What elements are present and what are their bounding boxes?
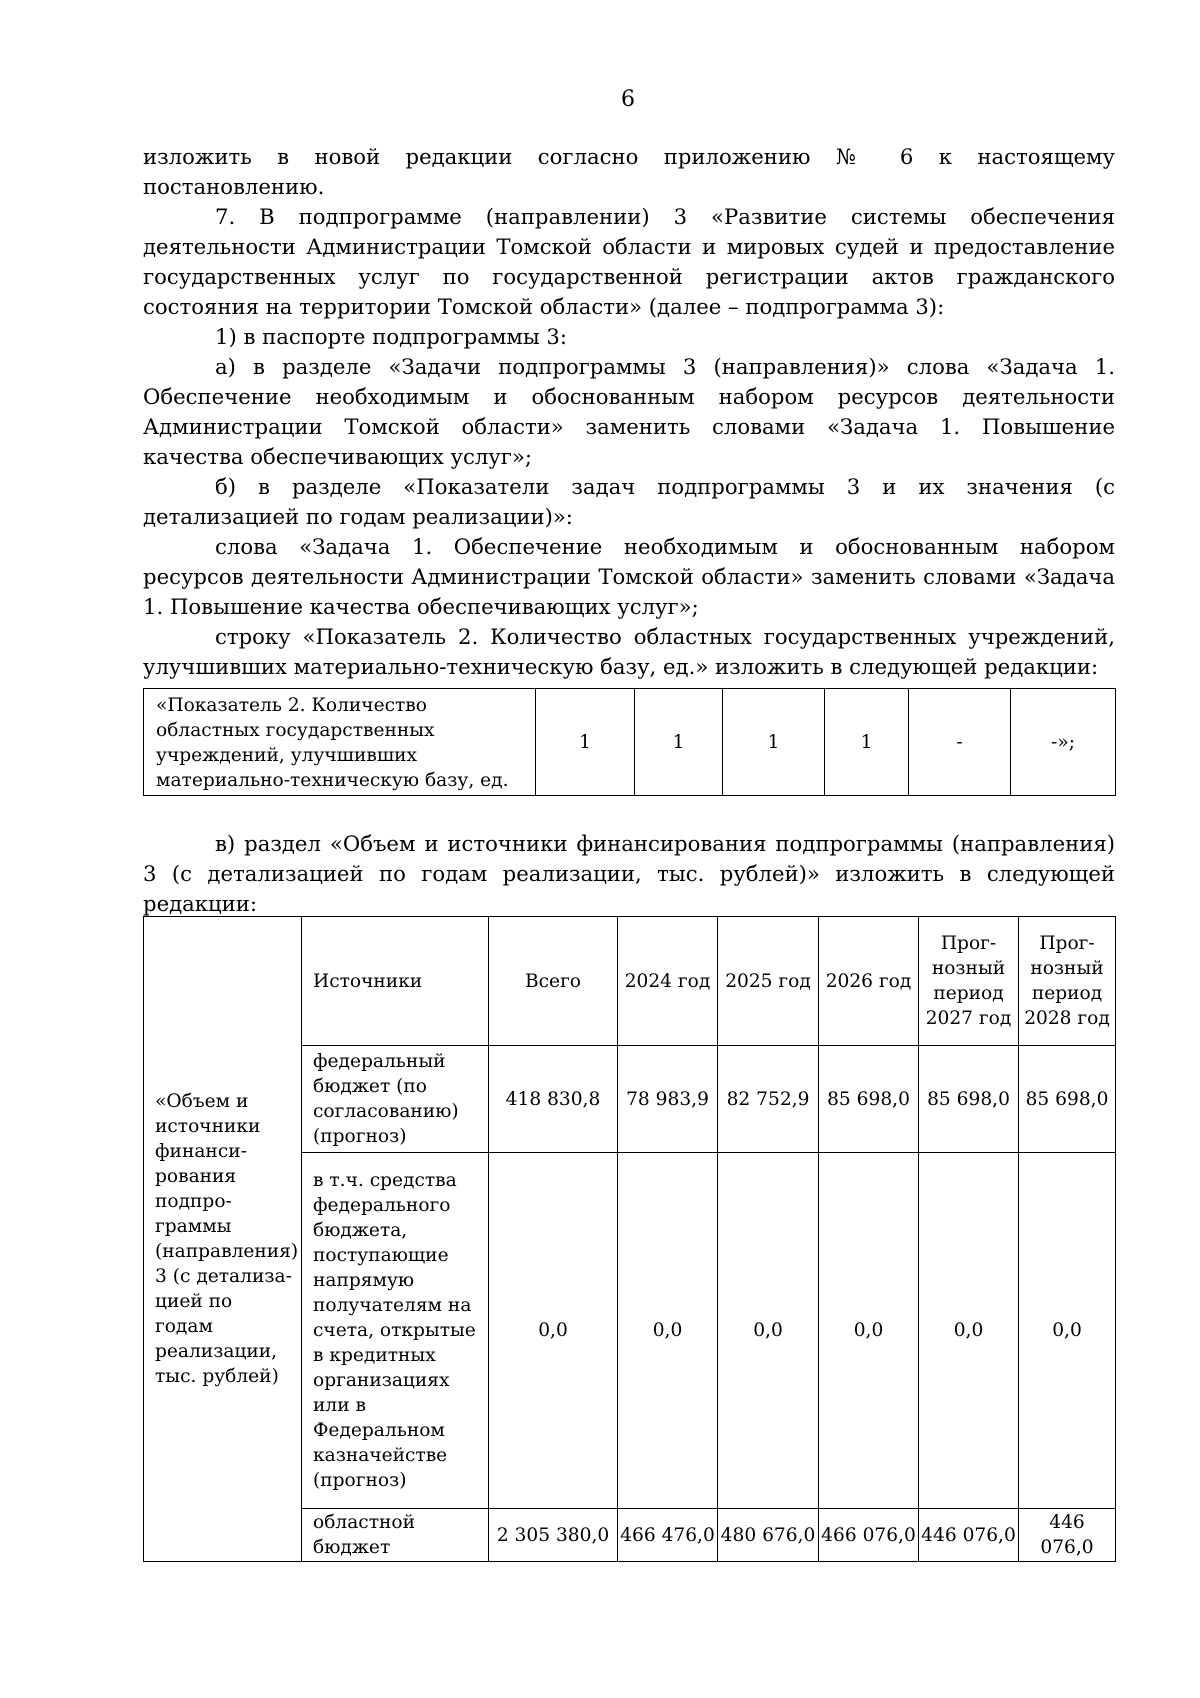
source-federal-direct: в т.ч. средства федерального бюджета, поступающие напрямую получателям на счета, открытые в кредитных организациях или в Федеральном казначействе (прогноз)	[302, 1153, 489, 1509]
indicator-value: -»;	[1011, 689, 1116, 796]
paragraph-intro: изложить в новой редакции согласно приложению № 6 к настоящему постановлению.	[143, 144, 1115, 199]
value-cell: 78 983,9	[618, 1046, 718, 1153]
header-total: Всего	[489, 917, 618, 1046]
value-cell: 466 076,0	[819, 1509, 919, 1562]
header-2027: Прог-нозный период 2027 год	[919, 917, 1019, 1046]
paragraph-item-7: 7. В подпрограмме (направлении) 3 «Развитие системы обеспечения деятельности Администрации Томской области и мировых судей и предоставление государственных услуг по государственной регистрации актов гражданского состояния на территории Томской области» (далее – подпрограмма 3):	[143, 204, 1115, 319]
header-2028: Прог-нозный период 2028 год	[1019, 917, 1116, 1046]
value-cell: 0,0	[819, 1153, 919, 1509]
value-cell: 85 698,0	[919, 1046, 1019, 1153]
paragraph-b: б) в разделе «Показатели задач подпрограммы 3 и их значения (с детализацией по годам реализации)»:	[143, 474, 1115, 529]
table-header-row	[144, 917, 1116, 1046]
indicator-value: 1	[723, 689, 825, 796]
finance-table	[143, 916, 1116, 1562]
value-cell: 0,0	[1019, 1153, 1116, 1509]
paragraph-passport: 1) в паспорте подпрограммы 3:	[215, 324, 568, 349]
value-cell: 466 476,0	[618, 1509, 718, 1562]
value-cell: 0,0	[919, 1153, 1019, 1509]
value-cell: 0,0	[489, 1153, 618, 1509]
value-cell: 418 830,8	[489, 1046, 618, 1153]
value-cell: 480 676,0	[718, 1509, 819, 1562]
value-cell: 85 698,0	[1019, 1046, 1116, 1153]
paragraph-row: строку «Показатель 2. Количество областных государственных учреждений, улучшивших материально-техническую базу, ед.» изложить в следующей редакции:	[143, 624, 1115, 679]
value-cell: 0,0	[618, 1153, 718, 1509]
page-number: 6	[621, 87, 635, 112]
indicator-table	[143, 688, 1116, 796]
indicator-value: 1	[635, 689, 723, 796]
header-sources: Источники	[302, 917, 489, 1046]
header-2025: 2025 год	[718, 917, 819, 1046]
indicator-value: -	[909, 689, 1011, 796]
value-cell: 446 076,0	[919, 1509, 1019, 1562]
document-body-2	[143, 829, 1115, 919]
value-cell: 82 752,9	[718, 1046, 819, 1153]
source-federal: федеральный бюджет (по согласованию) (прогноз)	[302, 1046, 489, 1153]
header-2026: 2026 год	[819, 917, 919, 1046]
header-2024: 2024 год	[618, 917, 718, 1046]
paragraph-a: а) в разделе «Задачи подпрограммы 3 (направления)» слова «Задача 1. Обеспечение необходимым и обоснованным набором ресурсов деятельности Администрации Томской области» заменить словами «Задача 1. Повышение качества обеспечивающих услуг»;	[143, 354, 1115, 469]
value-cell: 0,0	[718, 1153, 819, 1509]
indicator-label: «Показатель 2. Количество областных государственных учреждений, улучшивших материально-техническую базу, ед.	[144, 689, 536, 796]
table-row	[144, 689, 1116, 796]
finance-side-label: «Объем и источники финанси-рования подпро-граммы (направления) 3 (с детализа-цией по годам реализации, тыс. рублей)	[144, 917, 302, 1562]
value-cell: 85 698,0	[819, 1046, 919, 1153]
value-cell: 2 305 380,0	[489, 1509, 618, 1562]
paragraph-v: в) раздел «Объем и источники финансирования подпрограммы (направления) 3 (с детализацией по годам реализации, тыс. рублей)» изложить в следующей редакции:	[143, 831, 1115, 916]
source-regional: областной бюджет	[302, 1509, 489, 1562]
value-cell: 446 076,0	[1019, 1509, 1116, 1562]
indicator-value: 1	[825, 689, 909, 796]
indicator-value: 1	[536, 689, 635, 796]
paragraph-words: слова «Задача 1. Обеспечение необходимым и обоснованным набором ресурсов деятельности Администрации Томской области» заменить словами «Задача 1. Повышение качества обеспечивающих услуг»;	[143, 534, 1115, 619]
document-body	[143, 142, 1115, 682]
